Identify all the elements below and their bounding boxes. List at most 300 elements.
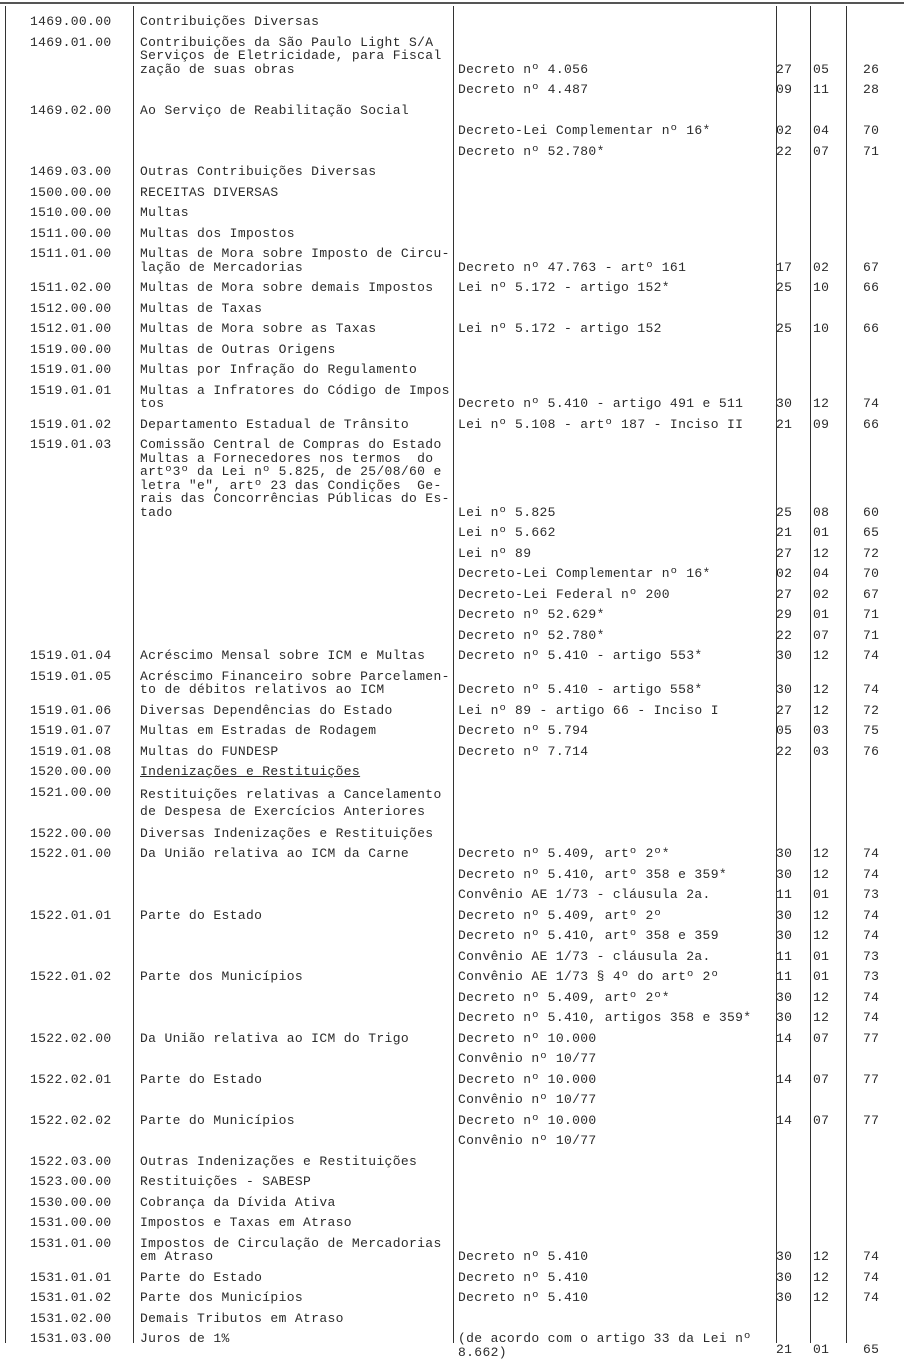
description-line: zação de suas obras <box>140 61 295 77</box>
date-day: 14 <box>776 1030 793 1046</box>
description-line: em Atraso <box>140 1249 214 1264</box>
date-month: 01 <box>813 525 830 540</box>
date-year: 77 <box>863 1030 880 1046</box>
date-day: 11 <box>776 969 793 984</box>
table-row <box>0 360 904 381</box>
account-description <box>140 745 452 759</box>
legislation-entry <box>458 885 904 906</box>
description-line: Serviços de Eletricidade, para Fiscal <box>140 48 442 63</box>
legislation-entry <box>458 701 904 722</box>
description-line: Outras Contribuições Diversas <box>140 164 377 179</box>
account-description <box>140 827 452 841</box>
date-year: 72 <box>863 545 880 561</box>
account-description <box>140 970 452 984</box>
description-line: Contribuições da São Paulo Light S/A <box>140 34 434 50</box>
date-month: 11 <box>813 82 830 97</box>
account-description <box>140 15 452 29</box>
legislation-text: Decreto nº 10.000 <box>458 1030 597 1046</box>
legislation-entry <box>458 646 904 667</box>
date-day: 22 <box>776 743 793 759</box>
table-row <box>0 299 904 320</box>
legislation-text: Decreto nº 5.410 <box>458 1290 589 1305</box>
date-month: 01 <box>813 969 830 984</box>
date-month: 12 <box>813 989 830 1005</box>
legislation-text: Decreto nº 5.410 - artigo 491 e 511 <box>458 396 744 411</box>
legislation-entry <box>458 523 904 544</box>
date-day: 29 <box>776 607 793 622</box>
legislation-entry <box>458 947 904 968</box>
table-row <box>0 101 904 163</box>
description-line: RECEITAS DIVERSAS <box>140 184 279 200</box>
legislation-entry <box>458 865 904 886</box>
legislation-text: Decreto nº 5.409, artº 2º <box>458 907 662 923</box>
table-row <box>0 244 904 278</box>
legislation-list <box>458 101 904 163</box>
legislation-text: Decreto-Lei Complementar nº 16* <box>458 123 711 138</box>
account-description <box>140 670 452 697</box>
account-description <box>140 418 452 432</box>
account-code: 1519.01.05 <box>30 668 112 684</box>
date-year: 74 <box>863 928 880 943</box>
legislation-entry <box>458 503 904 524</box>
date-day: 22 <box>776 627 793 643</box>
date-month: 12 <box>813 1290 830 1305</box>
top-rule <box>0 2 904 4</box>
legislation-text: Lei nº 5.108 - artº 187 - Inciso II <box>458 416 744 432</box>
account-code: 1519.01.08 <box>30 743 112 759</box>
date-year: 73 <box>863 969 880 984</box>
legislation-text: Decreto nº 4.056 <box>458 61 589 77</box>
legislation-list <box>458 60 904 101</box>
account-code: 1523.00.00 <box>30 1174 112 1189</box>
legislation-list <box>458 258 904 279</box>
table-row <box>0 667 904 701</box>
account-description <box>140 206 452 220</box>
description-line: artº3º da Lei nº 5.825, de 25/08/60 e <box>140 464 442 479</box>
table-row <box>0 783 904 824</box>
description-line: rais das Concorrências Públicas do Es- <box>140 491 450 506</box>
account-description <box>140 847 452 861</box>
account-description <box>140 343 452 357</box>
date-day: 30 <box>776 1269 793 1285</box>
legislation-text: Decreto nº 52.629* <box>458 607 605 622</box>
legislation-entry <box>458 564 904 585</box>
date-day: 21 <box>776 1342 793 1357</box>
date-day: 14 <box>776 1071 793 1087</box>
table-row <box>0 435 904 646</box>
legislation-entry <box>458 142 904 163</box>
date-month: 01 <box>813 887 830 902</box>
table-row <box>0 1070 904 1111</box>
account-description <box>140 363 452 377</box>
description-line: lação de Mercadorias <box>140 259 304 275</box>
legislation-entry <box>458 319 904 340</box>
table-row <box>0 340 904 361</box>
legislation-entry <box>458 394 904 415</box>
date-month: 07 <box>813 1071 830 1087</box>
legislation-entry <box>458 544 904 565</box>
account-code: 1522.02.02 <box>30 1112 112 1128</box>
account-code: 1500.00.00 <box>30 184 112 200</box>
table-row <box>0 224 904 245</box>
table-row <box>0 762 904 783</box>
date-month: 12 <box>813 846 830 861</box>
account-code: 1531.02.00 <box>30 1310 112 1326</box>
date-day: 05 <box>776 723 793 738</box>
date-year: 73 <box>863 887 880 902</box>
table-row <box>0 1268 904 1289</box>
date-day: 25 <box>776 321 793 336</box>
account-code: 1519.01.02 <box>30 416 112 432</box>
account-description <box>140 649 452 663</box>
account-code: 1511.00.00 <box>30 225 112 241</box>
date-year: 66 <box>863 321 880 336</box>
date-day: 02 <box>776 566 793 581</box>
description-line: Multas por Infração do Regulamento <box>140 362 418 377</box>
account-description <box>140 1291 452 1305</box>
legislation-entry <box>458 1131 904 1152</box>
description-line: Cobrança da Dívida Ativa <box>140 1194 336 1210</box>
legislation-text: Decreto-Lei Federal nº 200 <box>458 586 670 602</box>
table-row <box>0 1152 904 1173</box>
date-month: 12 <box>813 396 830 411</box>
legislation-text: Convênio nº 10/77 <box>458 1133 597 1148</box>
date-day: 21 <box>776 416 793 432</box>
account-code: 1521.00.00 <box>30 784 112 800</box>
date-year: 70 <box>863 566 880 581</box>
description-line: tado <box>140 504 173 520</box>
account-description <box>140 786 452 820</box>
legislation-list <box>458 701 904 722</box>
date-day: 11 <box>776 948 793 964</box>
date-year: 76 <box>863 743 880 759</box>
legislation-list <box>458 967 904 1029</box>
account-description <box>140 1175 452 1189</box>
date-year: 66 <box>863 416 880 432</box>
account-code: 1522.01.01 <box>30 907 112 923</box>
date-year: 75 <box>863 723 880 738</box>
legislation-entry <box>458 60 904 81</box>
legislation-entry <box>458 585 904 606</box>
legislation-text: Lei nº 5.825 <box>458 504 556 520</box>
description-line: Departamento Estadual de Trânsito <box>140 416 409 432</box>
legislation-entry <box>458 680 904 701</box>
date-year: 74 <box>863 846 880 861</box>
date-year: 77 <box>863 1112 880 1128</box>
legislation-text: Decreto nº 5.410, artº 358 e 359 <box>458 928 719 943</box>
date-month: 12 <box>813 866 830 882</box>
description-line: Juros de 1% <box>140 1331 230 1346</box>
account-description <box>140 1114 452 1128</box>
legislation-list <box>458 1070 904 1111</box>
description-line: Diversas Dependências do Estado <box>140 702 393 718</box>
account-description <box>140 1216 452 1230</box>
date-month: 09 <box>813 416 830 432</box>
description-line: Acréscimo Mensal sobre ICM e Multas <box>140 648 426 663</box>
date-day: 14 <box>776 1112 793 1128</box>
legislation-list <box>458 1288 904 1309</box>
date-month: 12 <box>813 702 830 718</box>
legislation-list <box>458 906 904 968</box>
table-row <box>0 415 904 436</box>
table-row <box>0 278 904 299</box>
legislation-entry <box>458 258 904 279</box>
date-day: 25 <box>776 280 793 295</box>
date-day: 22 <box>776 143 793 159</box>
date-month: 02 <box>813 259 830 275</box>
date-month: 10 <box>813 280 830 295</box>
legislation-entry <box>458 626 904 647</box>
date-month: 01 <box>813 948 830 964</box>
legislation-entry <box>458 101 904 122</box>
table-row <box>0 1172 904 1193</box>
description-line: Da União relativa ao ICM do Trigo <box>140 1030 409 1046</box>
account-description <box>140 909 452 923</box>
legislation-list <box>458 1029 904 1070</box>
account-description <box>140 1312 452 1326</box>
legislation-entry <box>458 1049 904 1070</box>
account-description <box>140 186 452 200</box>
date-day: 17 <box>776 259 793 275</box>
description-line: Restituições - SABESP <box>140 1174 312 1189</box>
date-month: 12 <box>813 648 830 663</box>
legislation-list <box>458 742 904 763</box>
account-code: 1511.01.00 <box>30 246 112 261</box>
legislation-entry <box>458 1111 904 1132</box>
description-line: Contribuições Diversas <box>140 14 320 29</box>
date-year: 70 <box>863 123 880 138</box>
legislation-list <box>458 646 904 667</box>
date-day: 30 <box>776 1010 793 1025</box>
legislation-text: Decreto nº 10.000 <box>458 1112 597 1128</box>
table-row <box>0 183 904 204</box>
legislation-text: Decreto nº 5.410 - artigo 558* <box>458 682 703 697</box>
account-description <box>140 704 452 718</box>
legislation-text: Decreto nº 7.714 <box>458 743 589 759</box>
description-line: Da União relativa ao ICM da Carne <box>140 846 409 861</box>
account-code: 1522.01.00 <box>30 846 112 861</box>
date-month: 04 <box>813 566 830 581</box>
date-month: 02 <box>813 586 830 602</box>
description-line: Multas em Estradas de Rodagem <box>140 723 377 738</box>
date-month: 07 <box>813 627 830 643</box>
account-description <box>140 227 452 241</box>
account-code: 1531.03.00 <box>30 1331 112 1346</box>
account-description <box>140 1073 452 1087</box>
date-month: 12 <box>813 1249 830 1264</box>
legislation-entry <box>458 1008 904 1029</box>
description-line: Multas de Outras Origens <box>140 341 336 357</box>
legislation-entry <box>458 80 904 101</box>
table-row <box>0 1309 904 1330</box>
account-code: 1519.01.03 <box>30 437 112 452</box>
date-month: 07 <box>813 143 830 159</box>
legislation-entry <box>458 967 904 988</box>
date-month: 12 <box>813 1010 830 1025</box>
account-code: 1531.01.02 <box>30 1290 112 1305</box>
account-code: 1519.01.01 <box>30 382 112 398</box>
legislation-text: Decreto nº 5.410 <box>458 1269 589 1285</box>
legislation-text: Decreto nº 5.409, artº 2º* <box>458 846 670 861</box>
description-line: Demais Tributos em Atraso <box>140 1310 344 1326</box>
description-line: Ao Serviço de Reabilitação Social <box>140 102 409 118</box>
account-code: 1512.01.00 <box>30 321 112 336</box>
date-year: 74 <box>863 682 880 697</box>
legislation-list <box>458 394 904 415</box>
description-line: Outras Indenizações e Restituições <box>140 1153 418 1169</box>
date-month: 01 <box>813 1342 830 1357</box>
account-description <box>140 302 452 316</box>
legislation-text: Decreto nº 5.410 - artigo 553* <box>458 648 703 663</box>
account-code: 1522.02.01 <box>30 1071 112 1087</box>
account-code: 1519.01.07 <box>30 723 112 738</box>
table-row <box>0 12 904 33</box>
description-line: Multas de Mora sobre Imposto de Circu- <box>140 246 450 261</box>
description-line: to de débitos relativos ao ICM <box>140 682 385 697</box>
description-line: Multas a Fornecedores nos termos do <box>140 450 434 466</box>
date-year: 74 <box>863 1010 880 1025</box>
legislation-text: Convênio nº 10/77 <box>458 1092 597 1107</box>
account-code: 1469.02.00 <box>30 102 112 118</box>
table-row <box>0 203 904 224</box>
date-month: 12 <box>813 907 830 923</box>
description-line: Multas de Mora sobre demais Impostos <box>140 280 434 295</box>
legislation-entry <box>458 1247 904 1268</box>
account-code: 1469.00.00 <box>30 14 112 29</box>
legislation-text: Decreto-Lei Complementar nº 16* <box>458 566 711 581</box>
date-day: 27 <box>776 545 793 561</box>
account-code: 1520.00.00 <box>30 764 112 779</box>
legislation-text: Decreto nº 5.410 <box>458 1249 589 1264</box>
revenue-classification-table <box>0 12 904 1359</box>
date-month: 03 <box>813 723 830 738</box>
table-row <box>0 1193 904 1214</box>
legislation-text: Lei nº 89 <box>458 545 532 561</box>
legislation-text: Convênio nº 10/77 <box>458 1051 597 1066</box>
account-code: 1522.01.02 <box>30 969 112 984</box>
account-code: 1469.03.00 <box>30 164 112 179</box>
date-year: 67 <box>863 259 880 275</box>
date-day: 27 <box>776 702 793 718</box>
description-line: Parte do Estado <box>140 1071 263 1087</box>
description-line: Parte do Municípios <box>140 1112 295 1128</box>
description-line: Impostos de Circulação de Mercadorias <box>140 1235 442 1251</box>
legislation-list <box>458 503 904 647</box>
legislation-entry <box>458 121 904 142</box>
date-day: 30 <box>776 866 793 882</box>
legislation-entry <box>458 1288 904 1309</box>
account-code: 1522.02.00 <box>30 1030 112 1046</box>
legislation-entry <box>458 906 904 927</box>
table-row <box>0 162 904 183</box>
date-year: 74 <box>863 1290 880 1305</box>
legislation-entry <box>458 278 904 299</box>
date-month: 03 <box>813 743 830 759</box>
date-day: 27 <box>776 586 793 602</box>
date-year: 74 <box>863 866 880 882</box>
legislation-text: Lei nº 5.172 - artigo 152* <box>458 280 670 295</box>
date-month: 05 <box>813 61 830 77</box>
legislation-text: Decreto nº 5.794 <box>458 723 589 738</box>
legislation-text: Convênio AE 1/73 - cláusula 2a. <box>458 948 711 964</box>
description-line: letra "e", artº 23 das Condições Ge- <box>140 477 442 493</box>
date-year: 74 <box>863 648 880 663</box>
description-line: Multas <box>140 205 189 220</box>
legislation-entry <box>458 844 904 865</box>
table-row <box>0 1234 904 1268</box>
date-month: 12 <box>813 682 830 697</box>
date-year: 74 <box>863 1249 880 1264</box>
account-description <box>140 36 452 77</box>
date-year: 66 <box>863 280 880 295</box>
account-description <box>140 1196 452 1210</box>
description-line: Impostos e Taxas em Atraso <box>140 1215 352 1230</box>
date-month: 08 <box>813 504 830 520</box>
table-row <box>0 1213 904 1234</box>
date-year: 74 <box>863 396 880 411</box>
description-line: Parte do Estado <box>140 907 263 923</box>
account-description <box>140 281 452 295</box>
account-description <box>140 165 452 179</box>
legislation-text: Decreto nº 5.410, artigos 358 e 359* <box>458 1010 752 1025</box>
description-line: tos <box>140 396 165 411</box>
date-year: 26 <box>863 61 880 77</box>
date-day: 30 <box>776 989 793 1005</box>
date-year: 60 <box>863 504 880 520</box>
table-row <box>0 1329 904 1359</box>
description-line: de Despesa de Exercícios Anteriores <box>140 803 426 819</box>
account-description <box>140 724 452 738</box>
account-description <box>140 384 452 411</box>
description-line: Parte do Estado <box>140 1269 263 1285</box>
date-day: 30 <box>776 1290 793 1305</box>
account-code: 1531.00.00 <box>30 1215 112 1230</box>
date-year: 71 <box>863 143 880 159</box>
description-line: Multas de Mora sobre as Taxas <box>140 321 377 336</box>
date-day: 21 <box>776 525 793 540</box>
account-code: 1530.00.00 <box>30 1194 112 1210</box>
date-day: 30 <box>776 396 793 411</box>
date-year: 71 <box>863 627 880 643</box>
legislation-entry <box>458 1268 904 1289</box>
date-day: 30 <box>776 907 793 923</box>
account-description <box>140 765 452 779</box>
date-month: 01 <box>813 607 830 622</box>
description-line: Parte dos Municípios <box>140 969 304 984</box>
description-line: Acréscimo Financeiro sobre Parcelamen- <box>140 668 450 684</box>
account-code: 1531.01.00 <box>30 1235 112 1251</box>
table-row <box>0 906 904 968</box>
legislation-list <box>458 1111 904 1152</box>
legislation-list <box>458 1329 904 1359</box>
table-row <box>0 646 904 667</box>
date-day: 30 <box>776 1249 793 1264</box>
account-description <box>140 322 452 336</box>
account-code: 1511.02.00 <box>30 280 112 295</box>
account-description <box>140 1237 452 1264</box>
account-code: 1531.01.01 <box>30 1269 112 1285</box>
date-year: 74 <box>863 1269 880 1285</box>
description-line: Multas a Infratores do Código de Impos <box>140 382 450 398</box>
table-row <box>0 742 904 763</box>
legislation-entry <box>458 721 904 742</box>
date-year: 71 <box>863 607 880 622</box>
description-line: Comissão Central de Compras do Estado <box>140 437 442 452</box>
date-day: 02 <box>776 123 793 138</box>
date-year: 74 <box>863 989 880 1005</box>
legislation-text: Convênio AE 1/73 - cláusula 2a. <box>458 887 711 902</box>
legislation-entry <box>458 926 904 947</box>
